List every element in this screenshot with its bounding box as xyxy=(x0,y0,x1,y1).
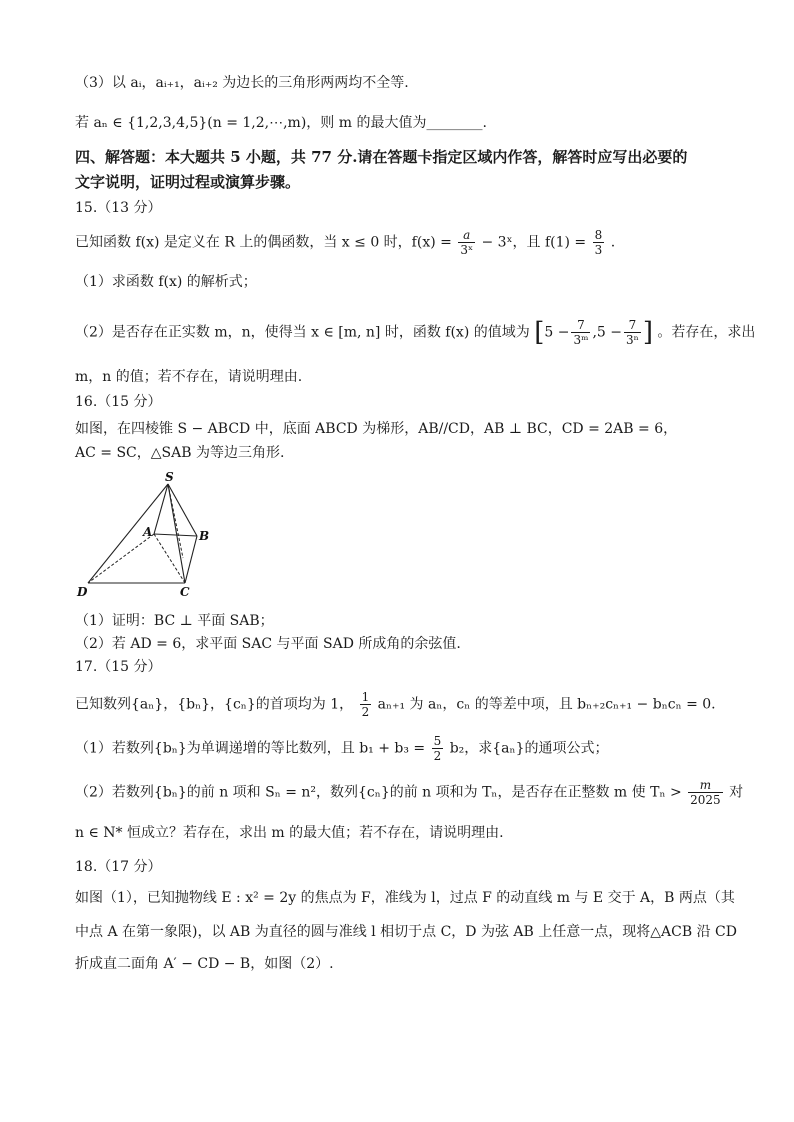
label-d: D xyxy=(77,585,88,599)
question-15-part2-cont: m，n 的值；若不存在，请说明理由. xyxy=(75,369,303,385)
q17-part1-pre: （1）若数列{bₙ}为单调递增的等比数列，且 b₁ + b₃ = xyxy=(75,740,426,757)
item-3-condition: （3）以 aᵢ，aᵢ₊₁，aᵢ₊₂ 为边长的三角形两两均不全等. xyxy=(75,75,409,91)
q15-stem-end: . xyxy=(610,234,616,251)
frac-den: 2 xyxy=(361,705,370,719)
q15-part2-post: 。若存在，求出 xyxy=(657,324,756,341)
edge-ab xyxy=(154,534,197,536)
question-18-title: 18.（17 分） xyxy=(75,859,162,875)
question-17-part2 xyxy=(75,778,743,807)
question-18-stem-line1: 如图（1），已知抛物线 E : x² = 2y 的焦点为 F，准线为 l，过点 F 的动直线 m 与 E 交于 A，B 两点（其 xyxy=(75,890,735,906)
edge-sa xyxy=(154,484,168,534)
q17-stem-pre: 已知数列{aₙ}，{bₙ}，{cₙ}的首项均为 1， xyxy=(75,696,354,713)
frac-den: 3 xyxy=(594,243,603,257)
frac-num: a xyxy=(458,228,475,243)
fraction-a-over-3x xyxy=(458,228,475,257)
question-16-title: 16.（15 分） xyxy=(75,394,162,410)
frac-den: 3ᵐ xyxy=(573,333,589,347)
q15-stem-mid: − 3ˣ，且 f(1) = xyxy=(481,234,587,251)
question-16-stem-line1: 如图，在四棱锥 S − ABCD 中，底面 ABCD 为梯形，AB//CD，AB ⊥ BC，CD = 2AB = 6， xyxy=(75,421,678,437)
question-16-part1: （1）证明：BC ⊥ 平面 SAB； xyxy=(75,613,274,629)
right-bracket: ] xyxy=(642,317,653,348)
frac-den: 2 xyxy=(433,749,442,763)
question-15-title: 15.（13 分） xyxy=(75,200,162,216)
question-16-part2: （2）若 AD = 6，求平面 SAC 与平面 SAD 所成角的余弦值. xyxy=(75,636,461,652)
range-lower-pre: 5 − xyxy=(544,324,570,341)
question-15-part1: （1）求函数 f(x) 的解析式； xyxy=(75,274,257,290)
frac-num: 7 xyxy=(571,318,590,333)
frac-den: 2025 xyxy=(690,793,721,807)
frac-num: 1 xyxy=(361,690,370,704)
pyramid-figure xyxy=(70,470,230,600)
label-c: C xyxy=(180,585,190,599)
label-b: B xyxy=(199,529,210,543)
edge-sd xyxy=(88,484,168,583)
q17-part1-post: b₂，求{aₙ}的通项公式； xyxy=(449,740,609,757)
fraction-1-over-2 xyxy=(360,690,372,719)
question-15-part2 xyxy=(75,318,755,347)
range-upper-pre: ,5 − xyxy=(592,324,622,341)
label-s: S xyxy=(165,470,174,484)
section-heading-line1: 四、解答题：本大题共 5 小题，共 77 分.请在答题卡指定区域内作答，解答时应写出必要的 xyxy=(75,148,688,166)
frac-num: 8 xyxy=(594,228,603,242)
frac-num: 7 xyxy=(624,318,641,333)
q17-stem-post: aₙ₊₁ 为 aₙ，cₙ 的等差中项，且 bₙ₊₂cₙ₊₁ − bₙcₙ = 0. xyxy=(377,696,716,713)
q15-stem-text: 已知函数 f(x) 是定义在 R 上的偶函数，当 x ≤ 0 时，f(x) = xyxy=(75,234,452,251)
question-15-stem xyxy=(75,228,615,257)
height-hidden xyxy=(168,484,183,558)
fraction-m-over-2025 xyxy=(688,778,723,807)
question-17-stem xyxy=(75,690,716,719)
fraction-7-over-3m xyxy=(571,318,590,347)
frac-num: 5 xyxy=(433,734,442,748)
question-17-part1 xyxy=(75,734,609,763)
fraction-8-over-3 xyxy=(593,228,605,257)
q17-part2-pre: （2）若数列{bₙ}的前 n 项和 Sₙ = n²，数列{cₙ}的前 n 项和为 Tₙ，是否存在正整数 m 使 Tₙ > xyxy=(75,784,682,801)
question-17-part2-cont: n ∈ N* 恒成立？若存在，求出 m 的最大值；若不存在，请说明理由. xyxy=(75,825,504,841)
label-a: A xyxy=(143,525,153,539)
frac-den: 3ˣ xyxy=(460,243,474,257)
frac-den: 3ⁿ xyxy=(625,333,639,347)
question-18-stem-line3: 折成直二面角 A′ − CD − B，如图（2）. xyxy=(75,956,334,972)
q15-part2-text: （2）是否存在正实数 m，n，使得当 x ∈ [m, n] 时，函数 f(x) 的值域为 xyxy=(75,324,530,341)
question-14-blank: 若 aₙ ∈ {1,2,3,4,5}(n = 1,2,⋯,m)，则 m 的最大值为________. xyxy=(75,115,487,131)
frac-num: m xyxy=(688,778,723,793)
edge-cb xyxy=(185,536,197,583)
question-16-stem-line2: AC = SC，△SAB 为等边三角形. xyxy=(75,445,285,461)
left-bracket: [ xyxy=(534,317,545,348)
q17-part2-post: 对 xyxy=(729,784,744,801)
section-heading-line2: 文字说明，证明过程或演算步骤。 xyxy=(75,173,301,191)
question-17-title: 17.（15 分） xyxy=(75,659,162,675)
question-18-stem-line2: 中点 A 在第一象限)，以 AB 为直径的圆与准线 l 相切于点 C，D 为弦 AB 上任意一点，现将△ACB 沿 CD xyxy=(75,924,737,940)
fraction-7-over-3n xyxy=(624,318,641,347)
fraction-5-over-2 xyxy=(432,734,444,763)
